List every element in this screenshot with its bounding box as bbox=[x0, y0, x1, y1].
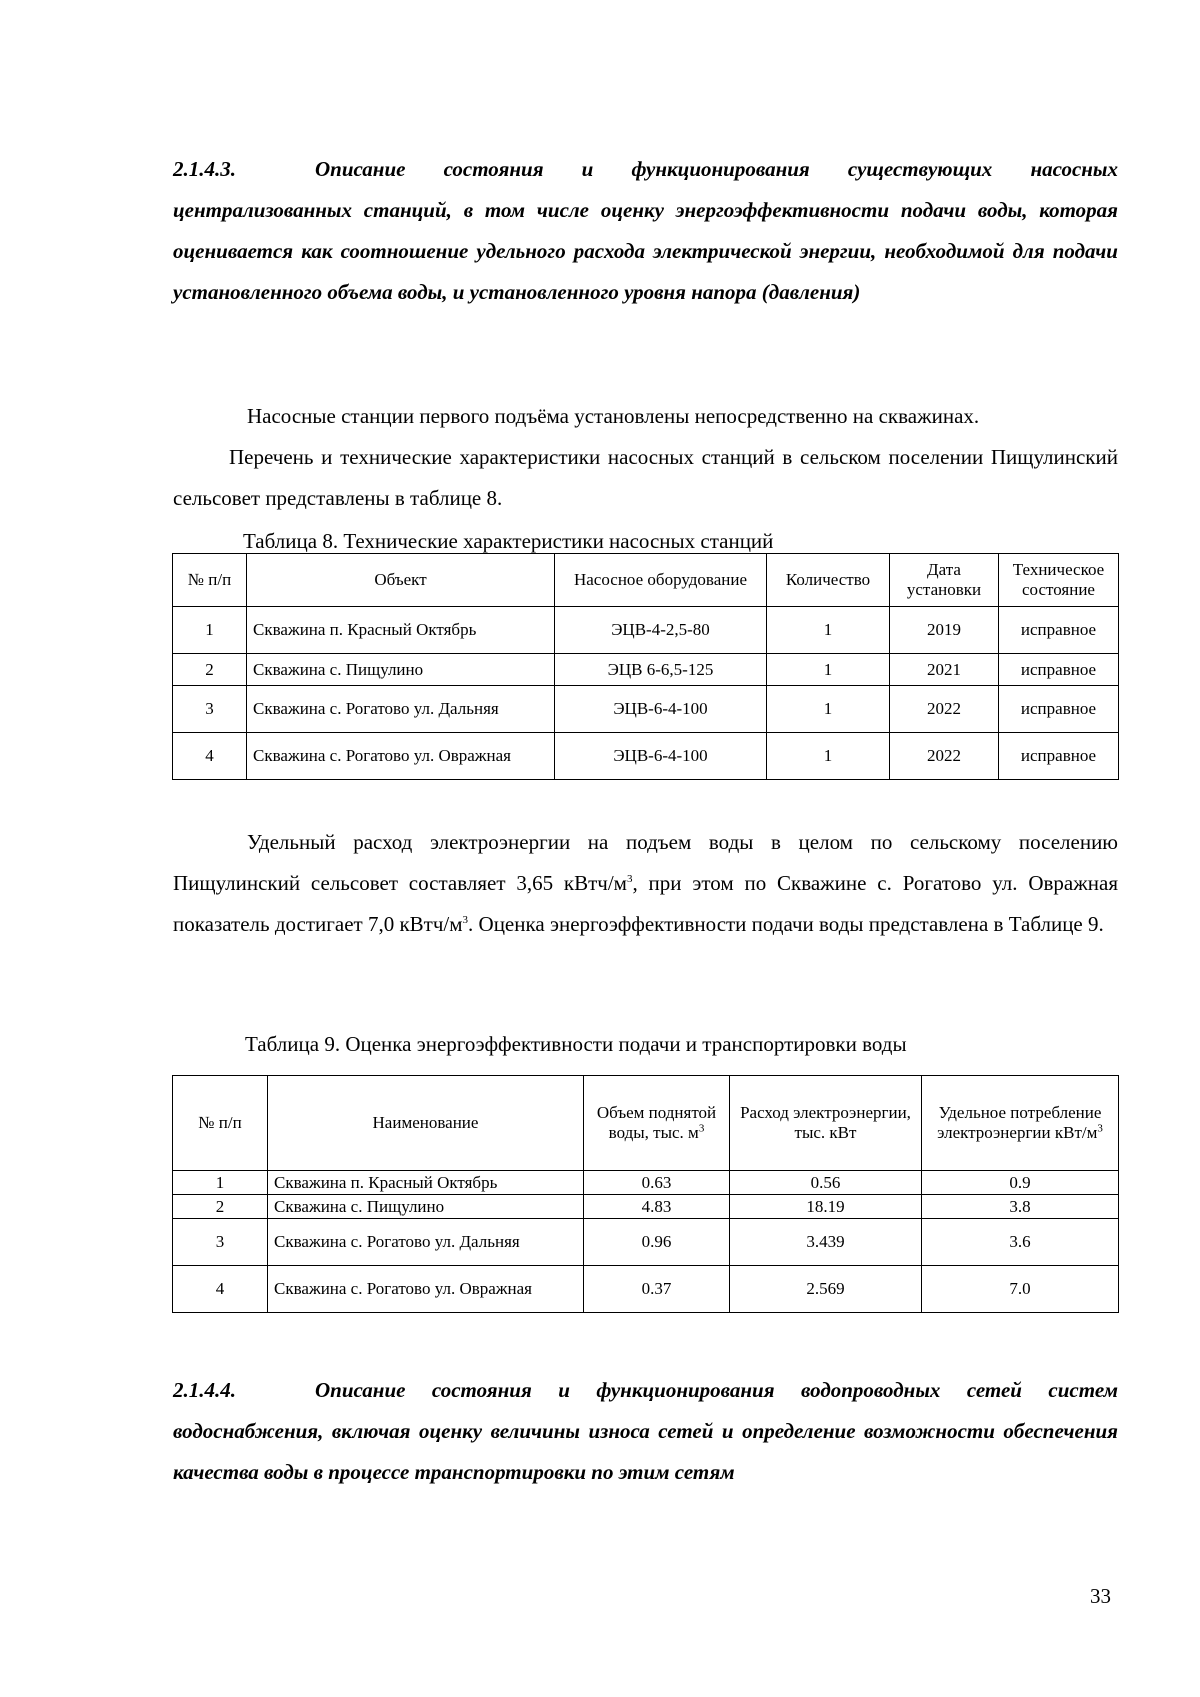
table9-cell: 0.63 bbox=[584, 1171, 730, 1195]
table9-header-cell: Наименование bbox=[268, 1076, 584, 1171]
table8-header-cell: Объект bbox=[247, 554, 555, 607]
section-title: Описание состояния и функционирования существующих насосных централизованных станций, в том числе оценку энергоэффективности подачи воды, которая оценивается как соотношение удельного расхода электрической энергии, необходимой для подачи установленного объема воды, и установленного уровня напора (давления) bbox=[173, 157, 1118, 304]
superscript: 3 bbox=[626, 873, 633, 885]
table8-header-cell: Насосное оборудование bbox=[555, 554, 767, 607]
superscript: 3 bbox=[462, 914, 469, 926]
section-number: 2.1.4.3. bbox=[173, 157, 236, 181]
table8-row bbox=[173, 607, 1119, 654]
section-title: Описание состояния и функционирования водопроводных сетей систем водоснабжения, включая оценку величины износа сетей и определение возможности обеспечения качества воды в процессе транспортировки по этим сетям bbox=[173, 1378, 1118, 1484]
table9-row bbox=[173, 1171, 1119, 1195]
table9-row bbox=[173, 1219, 1119, 1266]
superscript: 3 bbox=[1097, 1122, 1103, 1135]
table9-cell: 18.19 bbox=[730, 1195, 922, 1219]
table8-cell: исправное bbox=[999, 686, 1119, 733]
table8-cell: 3 bbox=[173, 686, 247, 733]
table8-cell: 2022 bbox=[890, 733, 999, 780]
table8-cell: 1 bbox=[767, 607, 890, 654]
table8-cell: ЭЦВ-6-4-100 bbox=[555, 686, 767, 733]
table9-row bbox=[173, 1266, 1119, 1313]
table8-row bbox=[173, 686, 1119, 733]
header-text: Объем поднятой воды, тыс. м bbox=[596, 1103, 717, 1142]
table8-cell: ЭЦВ-4-2,5-80 bbox=[555, 607, 767, 654]
table-8 bbox=[172, 553, 1119, 780]
table9-cell: 4 bbox=[173, 1266, 268, 1313]
table8-header-row bbox=[173, 554, 1119, 607]
page-number: 33 bbox=[1090, 1584, 1111, 1608]
table8-cell: Скважина с. Рогатово ул. Дальняя bbox=[247, 686, 555, 733]
table8-cell: исправное bbox=[999, 654, 1119, 686]
header-text: Удельное потребление электроэнергии кВт/м bbox=[937, 1103, 1102, 1142]
table9-cell: 0.96 bbox=[584, 1219, 730, 1266]
table8-cell: 1 bbox=[767, 733, 890, 780]
table9-cell: Скважина с. Пищулино bbox=[268, 1195, 584, 1219]
table9-cell: Скважина с. Рогатово ул. Овражная bbox=[268, 1266, 584, 1313]
table9-cell: 3.439 bbox=[730, 1219, 922, 1266]
table8-cell: 2019 bbox=[890, 607, 999, 654]
table8-cell: Скважина с. Пищулино bbox=[247, 654, 555, 686]
table8-header-cell: Техническое состояние bbox=[999, 554, 1119, 607]
table8-cell: 2021 bbox=[890, 654, 999, 686]
table9-cell: 7.0 bbox=[922, 1266, 1119, 1313]
table8-cell: 2 bbox=[173, 654, 247, 686]
table9-cell: 0.56 bbox=[730, 1171, 922, 1195]
table9-row bbox=[173, 1195, 1119, 1219]
table9-header-cell: Расход электроэнергии, тыс. кВт bbox=[730, 1076, 922, 1171]
table9-header-specific bbox=[922, 1076, 1119, 1171]
table9-cell: 3.6 bbox=[922, 1219, 1119, 1266]
table8-cell: Скважина с. Рогатово ул. Овражная bbox=[247, 733, 555, 780]
section-heading-2-1-4-4 bbox=[173, 1370, 1118, 1493]
table8-caption: Таблица 8. Технические характеристики насосных станций bbox=[243, 529, 774, 553]
energy-text-part-2: , при этом по Скважине с. Рогатово ул. Овражная показатель достигает 7,0 кВтч/м bbox=[173, 871, 1118, 936]
paragraph-pump-stations: Насосные станции первого подъёма установлены непосредственно на скважинах. bbox=[247, 404, 980, 428]
table8-header-cell: № п/п bbox=[173, 554, 247, 607]
paragraph-energy-consumption bbox=[173, 822, 1118, 945]
table9-cell: 4.83 bbox=[584, 1195, 730, 1219]
table9-header-row bbox=[173, 1076, 1119, 1171]
energy-text-part-3: . Оценка энергоэффективности подачи воды представлена в Таблице 9. bbox=[468, 912, 1104, 936]
table8-cell: 1 bbox=[767, 686, 890, 733]
table8-header-cell: Дата установки bbox=[890, 554, 999, 607]
superscript: 3 bbox=[698, 1122, 705, 1135]
table8-cell: 1 bbox=[173, 607, 247, 654]
table9-cell: 2 bbox=[173, 1195, 268, 1219]
table8-header-cell: Количество bbox=[767, 554, 890, 607]
table8-row bbox=[173, 733, 1119, 780]
table8-cell: 1 bbox=[767, 654, 890, 686]
table8-row bbox=[173, 654, 1119, 686]
energy-text-part-1: Удельный расход электроэнергии на подъем воды в целом по сельскому поселению Пищулинский сельсовет составляет 3,65 кВтч/м bbox=[173, 830, 1118, 895]
table8-cell: исправное bbox=[999, 607, 1119, 654]
section-heading-2-1-4-3 bbox=[173, 149, 1118, 313]
table8-cell: ЭЦВ 6-6,5-125 bbox=[555, 654, 767, 686]
table9-cell: 3.8 bbox=[922, 1195, 1119, 1219]
table9-cell: 0.37 bbox=[584, 1266, 730, 1313]
section-number: 2.1.4.4. bbox=[173, 1378, 236, 1402]
table9-cell: 3 bbox=[173, 1219, 268, 1266]
table9-cell: Скважина п. Красный Октябрь bbox=[268, 1171, 584, 1195]
table9-cell: 0.9 bbox=[922, 1171, 1119, 1195]
table8-cell: 4 bbox=[173, 733, 247, 780]
table8-cell: Скважина п. Красный Октябрь bbox=[247, 607, 555, 654]
table9-cell: 1 bbox=[173, 1171, 268, 1195]
table9-header-volume bbox=[584, 1076, 730, 1171]
table9-caption: Таблица 9. Оценка энергоэффективности подачи и транспортировки воды bbox=[245, 1032, 907, 1056]
table8-cell: 2022 bbox=[890, 686, 999, 733]
table9-cell: Скважина с. Рогатово ул. Дальняя bbox=[268, 1219, 584, 1266]
table9-header-cell: № п/п bbox=[173, 1076, 268, 1171]
table8-cell: исправное bbox=[999, 733, 1119, 780]
table9-cell: 2.569 bbox=[730, 1266, 922, 1313]
table-9 bbox=[172, 1075, 1119, 1313]
paragraph-list-intro: Перечень и технические характеристики насосных станций в сельском поселении Пищулинский сельсовет представлены в таблице 8. bbox=[173, 445, 1118, 510]
table8-cell: ЭЦВ-6-4-100 bbox=[555, 733, 767, 780]
